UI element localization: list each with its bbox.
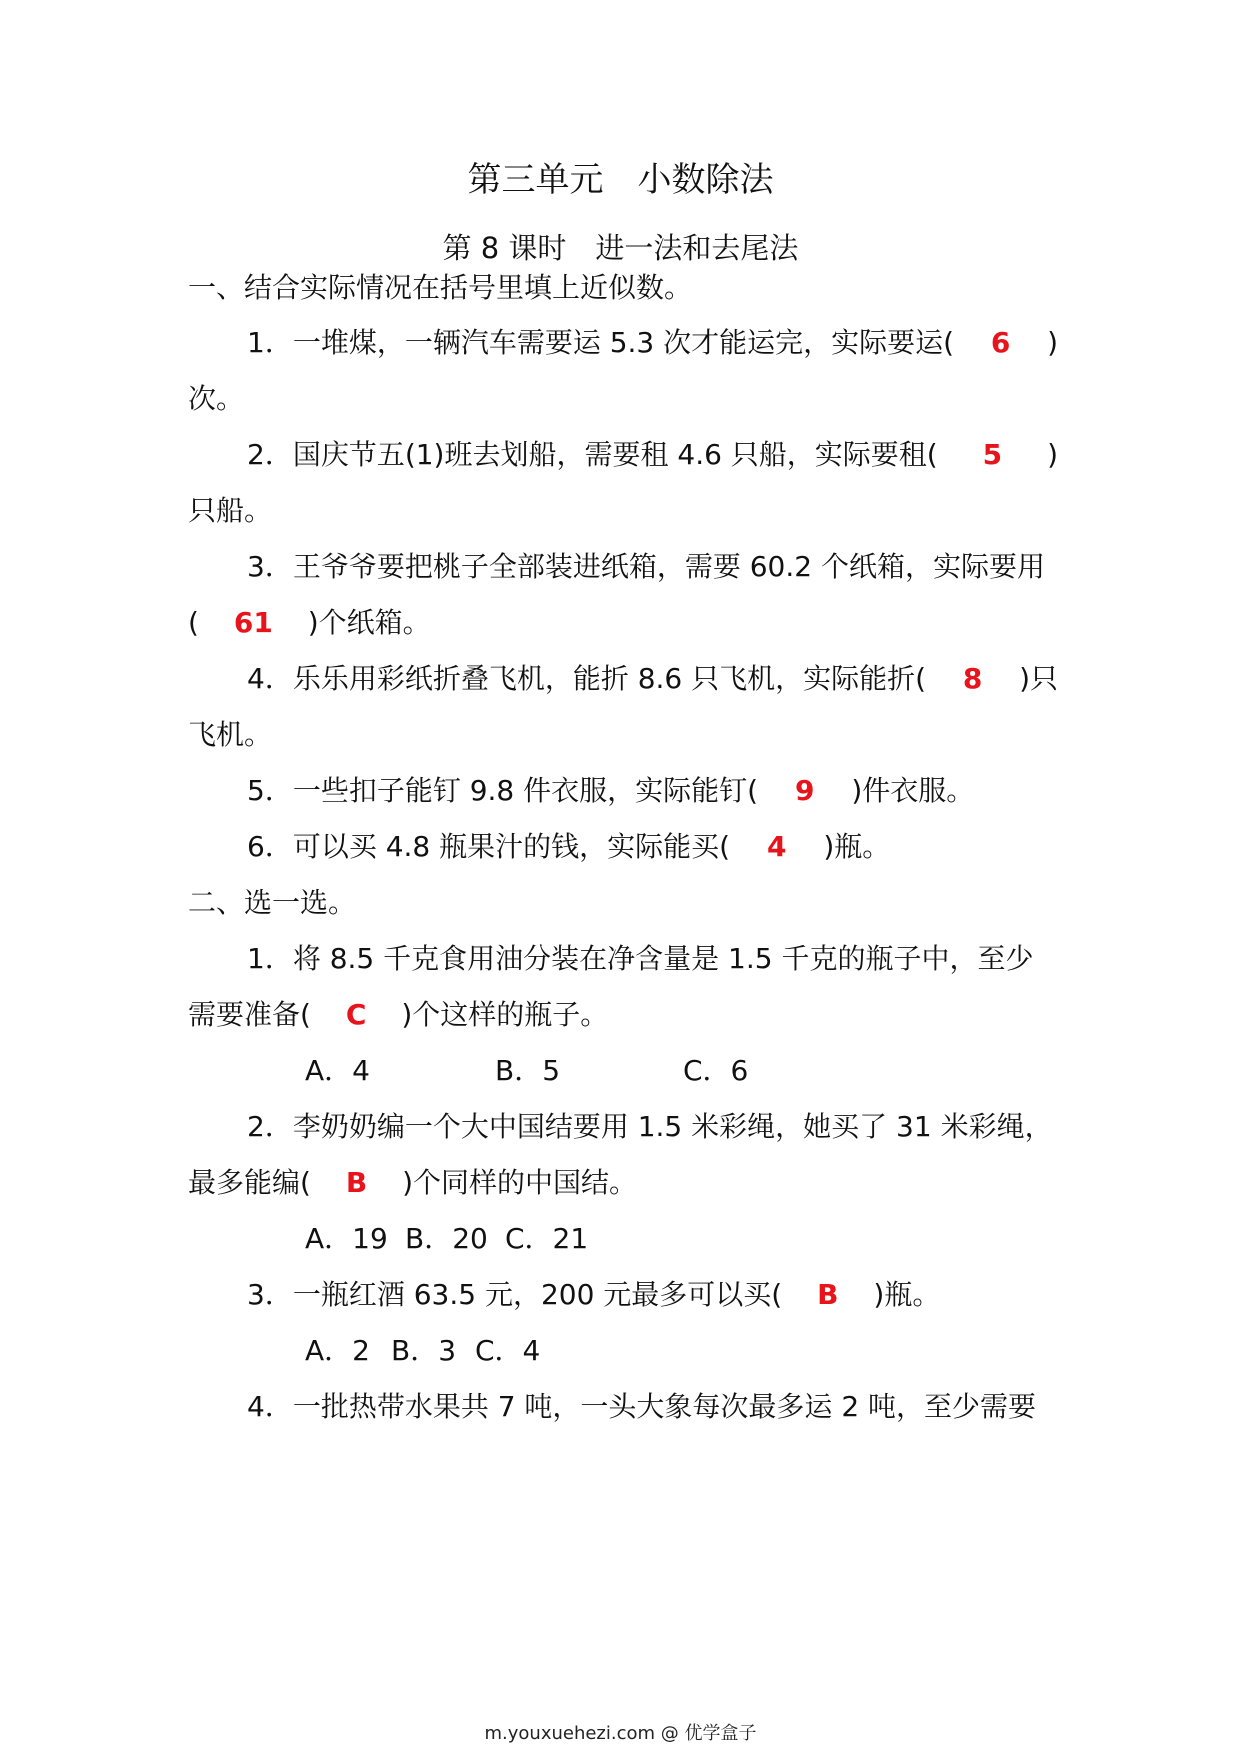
s1-q5-text: 5．一些扣子能钉 9.8 件衣服，实际能钉(	[247, 774, 759, 807]
section1-heading: 一、结合实际情况在括号里填上近似数。	[188, 271, 693, 304]
section2-heading: 二、选一选。	[188, 886, 357, 919]
s1-q2-text: 2．国庆节五(1)班去划船，需要租 4.6 只船，实际要租(	[247, 438, 938, 471]
s1-q6-text: 6．可以买 4.8 瓶果汁的钱，实际能买(	[247, 830, 731, 863]
s1-q1-answer: 6	[990, 326, 1011, 359]
footer-watermark: m.youxuehezi.com @ 优学盒子	[484, 1723, 757, 1744]
s2-q1-text: 1．将 8.5 千克食用油分装在净含量是 1.5 千克的瓶子中，至少	[247, 942, 1034, 975]
s2-q1-open: 需要准备(	[188, 998, 311, 1031]
s1-q5-answer: 9	[794, 774, 815, 807]
s1-q4-continuation: 飞机。	[188, 718, 273, 751]
s2-q2-open: 最多能编(	[188, 1166, 311, 1199]
s1-q1-close: )	[1047, 326, 1058, 359]
s2-q3-option-c: C．4	[475, 1334, 541, 1367]
lesson-subtitle: 第 8 课时 进一法和去尾法	[442, 231, 799, 265]
s1-q5-line	[247, 773, 1058, 809]
s2-q2-option-a: A．19	[305, 1222, 388, 1255]
s2-q2-continuation	[188, 1165, 1058, 1201]
s2-q3-line	[247, 1277, 1058, 1313]
s2-q1-option-c: C．6	[683, 1054, 749, 1087]
s2-q2-close: )个同样的中国结。	[402, 1166, 638, 1199]
s2-q3-option-b: B．3	[391, 1334, 457, 1367]
s1-q2-line	[247, 437, 1058, 473]
s1-q3-open: (	[188, 606, 199, 639]
s1-q2-answer: 5	[982, 438, 1003, 471]
s1-q3-close: )个纸箱。	[307, 606, 431, 639]
s2-q3-options	[305, 1333, 540, 1369]
s1-q4-line	[247, 661, 1058, 697]
s1-q3-continuation	[188, 605, 1058, 641]
s2-q1-option-b: B．5	[495, 1054, 561, 1087]
s1-q4-close: )只	[1019, 662, 1058, 695]
s2-q2-text: 2．李奶奶编一个大中国结要用 1.5 米彩绳，她买了 31 米彩绳，	[247, 1110, 1053, 1143]
s2-q2-option-b: B．20	[405, 1222, 488, 1255]
s2-q1-close: )个这样的瓶子。	[401, 998, 609, 1031]
s1-q6-line	[247, 829, 1058, 865]
s2-q1-option-a: A．4	[305, 1054, 370, 1087]
s1-q4-text: 4．乐乐用彩纸折叠飞机，能折 8.6 只飞机，实际能折(	[247, 662, 927, 695]
s1-q2-close: )	[1047, 438, 1058, 471]
s1-q4-answer: 8	[962, 662, 983, 695]
page-title: 第三单元 小数除法	[467, 160, 774, 200]
s2-q1-answer: C	[345, 998, 367, 1031]
s2-q3-answer: B	[817, 1278, 839, 1311]
s1-q1-line	[247, 325, 1058, 361]
s2-q4-text: 4．一批热带水果共 7 吨，一头大象每次最多运 2 吨，至少需要	[247, 1390, 1037, 1423]
s1-q6-close: )瓶。	[823, 830, 891, 863]
s2-q3-option-a: A．2	[305, 1334, 370, 1367]
s2-q2-option-c: C．21	[505, 1222, 589, 1255]
s1-q1-text: 1．一堆煤，一辆汽车需要运 5.3 次才能运完，实际要运(	[247, 326, 955, 359]
s2-q2-answer: B	[345, 1166, 368, 1199]
s2-q3-text: 3．一瓶红酒 63.5 元，200 元最多可以买(	[247, 1278, 783, 1311]
s2-q1-continuation	[188, 997, 1058, 1033]
s1-q1-continuation: 次。	[188, 382, 245, 415]
s1-q2-continuation: 只船。	[188, 494, 273, 527]
s2-q2-options	[305, 1221, 588, 1257]
s2-q3-close: )瓶。	[873, 1278, 941, 1311]
s1-q3-text: 3．王爷爷要把桃子全部装进纸箱，需要 60.2 个纸箱，实际要用	[247, 550, 1045, 583]
s1-q3-answer: 61	[233, 606, 273, 639]
s1-q6-answer: 4	[766, 830, 787, 863]
s2-q1-options	[305, 1053, 748, 1089]
s1-q5-close: )件衣服。	[851, 774, 975, 807]
